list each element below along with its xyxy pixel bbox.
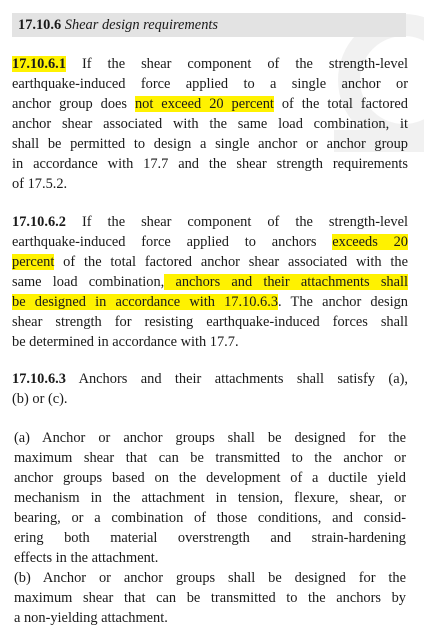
paragraph-17-10-6-1 <box>12 54 408 194</box>
item-a-line: bearing, or a combination of those conditions, and consid- <box>14 510 406 526</box>
text-span: of the total factored anchor shear associated with the <box>54 254 408 270</box>
text-line: shear strength for resisting earthquake-induced forces shall <box>12 314 408 330</box>
item-b-line: (b) Anchor or anchor groups shall be designed for the <box>14 570 406 586</box>
text-line: anchor shear associated with the same load combination, it <box>12 116 408 132</box>
paragraph-17-10-6-2 <box>12 212 408 352</box>
text-line <box>12 54 408 74</box>
highlighted-text: not exceed 20 percent <box>134 96 274 112</box>
text-span: earthquake-induced force applied to anchors <box>12 234 333 250</box>
text-span: same load combination, <box>12 274 165 290</box>
item-b-line: a non-yielding attachment. <box>14 610 168 626</box>
text-line: (b) or (c). <box>12 391 68 407</box>
item-b-line: maximum shear that can be transmitted to the anchors by <box>14 590 406 606</box>
section-header <box>12 13 406 37</box>
item-a-line: anchor groups based on the development of a ductile yield <box>14 470 406 486</box>
text-line: of 17.5.2. <box>12 176 68 192</box>
text-line: earthquake-induced force applied to a single anchor or <box>12 76 408 92</box>
text-span: of the total factored <box>273 96 409 112</box>
requirement-items <box>14 428 406 628</box>
text-span: . The anchor design <box>278 294 408 310</box>
highlighted-text: percent <box>12 254 55 270</box>
text-line <box>12 212 408 232</box>
item-a-line: mechanism in the attachment in tension, flexure, shear, or <box>14 490 406 506</box>
text-span: anchor group does <box>12 96 135 112</box>
item-a-line: (a) Anchor or anchor groups shall be designed for the <box>14 430 406 446</box>
text-line <box>12 232 408 252</box>
highlighted-text: anchors and their attachments shall <box>164 274 408 290</box>
item-a-line: ering both material overstrength and strain-hardening <box>14 530 406 546</box>
text-line <box>12 272 408 292</box>
highlighted-text: be designed in accordance with 17.10.6.3 <box>12 294 279 310</box>
text-line: in accordance with 17.7 and the shear strength requirements <box>12 156 408 172</box>
highlighted-text: exceeds 20 <box>332 234 409 250</box>
text-line <box>12 94 408 114</box>
item-a-line: effects in the attachment. <box>14 550 159 566</box>
paragraph-number: 17.10.6.2 <box>12 214 66 230</box>
paragraph-number: 17.10.6.3 <box>12 371 66 387</box>
text-span: If the shear component of the strength-level <box>65 56 408 72</box>
section-number: 17.10.6 <box>18 17 62 33</box>
text-line <box>12 252 408 272</box>
text-line <box>12 292 408 312</box>
text-span: Anchors and their attachments shall satisfy (a), <box>65 371 408 387</box>
item-a-line: maximum shear that can be transmitted to the anchor or <box>14 450 406 466</box>
text-line: shall be permitted to design a single anchor or anchor group <box>12 136 408 152</box>
text-line <box>12 369 408 389</box>
text-span: If the shear component of the strength-level <box>65 214 408 230</box>
section-title: Shear design requirements <box>64 17 218 33</box>
paragraph-number: 17.10.6.1 <box>12 56 66 72</box>
paragraph-17-10-6-3 <box>12 369 408 409</box>
text-line: be determined in accordance with 17.7. <box>12 334 239 350</box>
